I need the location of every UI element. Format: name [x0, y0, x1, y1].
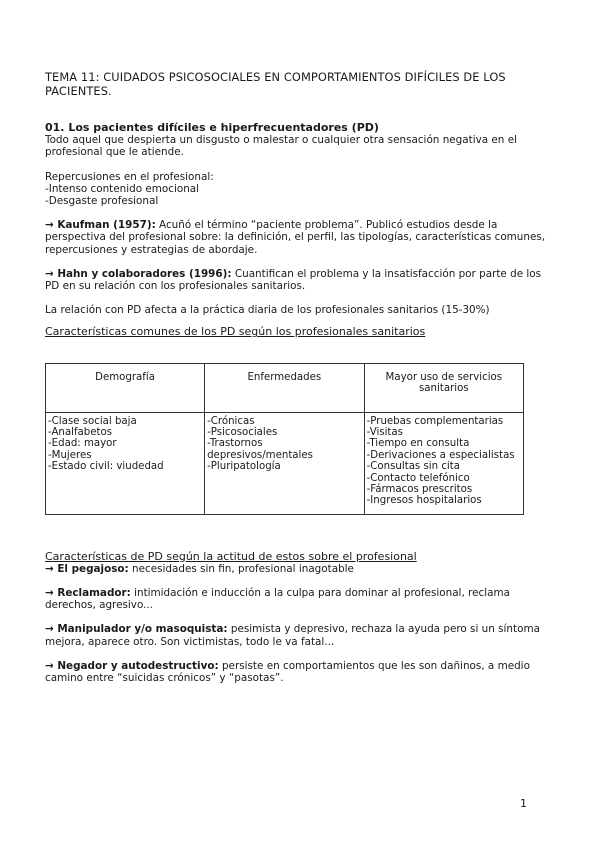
repercussion-item: -Desgaste profesional: [45, 195, 159, 208]
cell-item: -Psicosociales: [207, 427, 278, 439]
cell-item: -Ingresos hospitalarios: [366, 495, 482, 507]
page-number: 1: [520, 797, 527, 810]
kaufman-text: Acuñó el término “paciente problema”. Publicó estudios desde la perspectiva del profesional sobre: la definición, el perfil, las tipologías, características comunes, repercusiones y estrategias de abordaje.: [45, 219, 546, 256]
type-item: → Manipulador y/o masoquista: pesimista y depresivo, rechaza la ayuda pero si un síntoma mejora, aparece otro. Son victimistas, todo le va fatal...: [45, 623, 540, 648]
cell-item: -Contacto telefónico: [366, 472, 470, 484]
cell-item: -Pluripatología: [207, 461, 281, 473]
cell-item: -Estado civil: viudedad: [48, 461, 164, 473]
cell-item: -Clase social baja: [48, 415, 137, 427]
kaufman-label: → Kaufman (1957):: [45, 219, 156, 232]
table-cell-servicios: [364, 412, 523, 514]
characteristics-table: [45, 363, 524, 515]
table-header-row: [46, 363, 524, 412]
attitude-title: Características de PD según la actitud de estos sobre el profesional: [45, 549, 417, 563]
cell-item: -Trastornos depresivos/mentales: [207, 438, 313, 461]
cell-item: -Mujeres: [48, 449, 92, 461]
type-item: → Reclamador: intimidación e inducción a la culpa para dominar al profesional, reclama derechos, agresivo...: [45, 587, 510, 612]
hahn-text: Cuantifican el problema y la insatisfacción por parte de los PD en su relación con los profesionales sanitarios.: [45, 267, 542, 293]
relation-text: La relación con PD afecta a la práctica diaria de los profesionales sanitarios (15-30%): [45, 304, 490, 317]
cell-item: -Edad: mayor: [48, 438, 117, 450]
page-title: TEMA 11: CUIDADOS PSICOSOCIALES EN COMPORTAMIENTOS DIFÍCILES DE LOS PACIENTES.: [45, 70, 506, 98]
definition-text: Todo aquel que despierta un disgusto o malestar o cualquier otra sensación negativa en el profesional que le atiende.: [45, 134, 517, 159]
cell-item: -Crónicas: [207, 415, 255, 427]
cell-item: -Pruebas complementarias: [366, 415, 504, 427]
cell-item: -Analfabetos: [48, 427, 113, 439]
page-content: [45, 70, 557, 684]
table-row: [46, 412, 524, 514]
table-cell-enfermedades: [205, 412, 365, 514]
cell-item: -Consultas sin cita: [366, 461, 460, 473]
cell-item: -Derivaciones a especialistas: [366, 449, 515, 461]
table-header: Mayor uso de servicios sanitarios: [364, 363, 523, 412]
section-heading: 01. Los pacientes difíciles e hiperfrecuentadores (PD): [45, 121, 379, 134]
hahn-paragraph: [45, 268, 557, 292]
hahn-label: → Hahn y colaboradores (1996):: [45, 267, 232, 280]
table-header: Demografía: [46, 363, 205, 412]
type-item: → El pegajoso: necesidades sin fin, profesional inagotable: [45, 562, 354, 575]
cell-item: -Fármacos prescritos: [366, 484, 473, 496]
table-header: Enfermedades: [205, 363, 365, 412]
table-cell-demografia: [46, 412, 205, 514]
cell-item: -Visitas: [366, 427, 403, 439]
repercussion-item: -Intenso contenido emocional: [45, 182, 200, 195]
common-title: Características comunes de los PD según los profesionales sanitarios: [45, 325, 426, 339]
repercussions-title: Repercusiones en el profesional:: [45, 170, 214, 183]
cell-item: -Tiempo en consulta: [366, 438, 470, 450]
type-item: → Negador y autodestructivo: persiste en comportamientos que les son dañinos, a medio camino entre “suicidas crónicos” y “pasotas”.: [45, 659, 530, 685]
kaufman-paragraph: [45, 219, 557, 256]
